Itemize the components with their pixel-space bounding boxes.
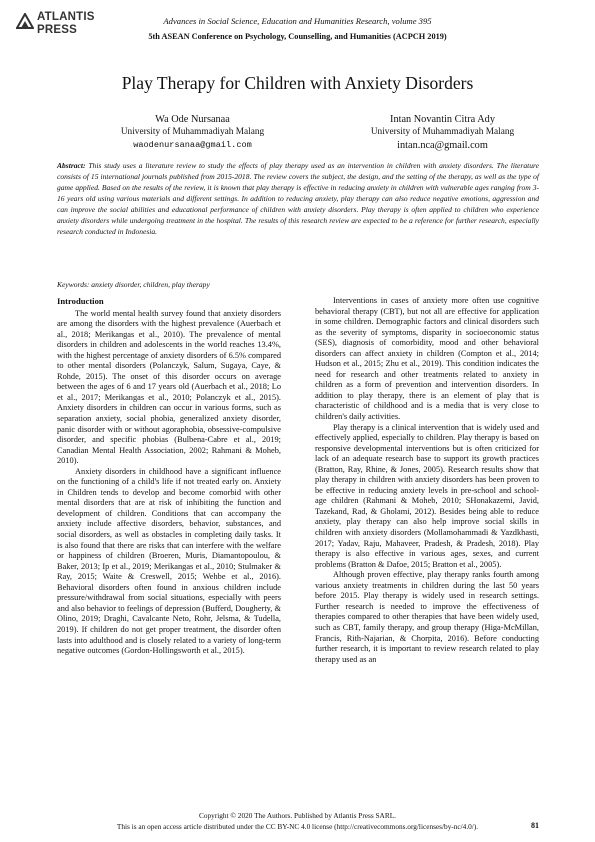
paragraph: Play therapy is a clinical intervention that is widely used and effectively applied, especially to children. Play therapy is based on responsive developmental interventions but is often criticized for lack of an adequate research base to support its growth practices (Bratton, Ray, Rhine, & Jones, 2005). Research results show that play therapy in children with anxiety disorders has been proven to be effective in reducing anxiety levels in pre-school and school-age children (Rahmani & Moheb, 2010; SHonakazemi, Javid, Tazekand, Rad, & Gholami, 2012). Besides being able to reduce anxiety, play therapy can also help improve social skills in children with anxiety disorders (Mollamohammadi & Yazdkhasti, 2017; Yadav, Raju, Mahaveer, Pradesh, & Pradesh, 2018). Play therapy is also effective in various ages, sexes, and current problems (Bratton & Dafoe, 2015; Bratton et al., 2005).: [315, 422, 539, 569]
logo-line2: PRESS: [37, 23, 77, 36]
paragraph: The world mental health survey found that anxiety disorders are among the disorders with the highest prevalence (Auerbach et al., 2018; Merikangas et al., 2010). The prevalence of mental disorders in children and adolescents in the world reaches 13.4%, with the highest percentage of anxiety disorders of 6.5% compared to other mental disorders (Polanczyk, Salum, Sugaya, Caye, & Rohde, 2015). The onset of this disorder occurs on average between the ages of 6 and 17 years old (Auerbach et al., 2018; Lo et al., 2017; Merikangas et al., 2010; Polanczyk et al., 2015). Anxiety disorders in children can occur in various forms, such as separation anxiety, social phobia, generalized anxiety disorder, panic disorder with or without agoraphobia, obsessive-compulsive disorder, and specific phobias (Bulbena-Cabre et al., 2019; Canadian Mental Health Association, 2002; Rahmani & Moheb, 2010).: [57, 308, 281, 466]
series-header: Advances in Social Science, Education and Humanities Research, volume 395: [163, 16, 432, 26]
body-column-left: [57, 296, 281, 657]
footer-copyright: Copyright © 2020 The Authors. Published by Atlantis Press SARL.: [199, 811, 396, 820]
author-email[interactable]: waodenursanaa@gmail.com: [133, 140, 252, 150]
section-heading: Introduction: [57, 296, 104, 306]
author-block-1: [85, 113, 300, 152]
keywords: Keywords: anxiety disorder, children, play therapy: [57, 280, 210, 289]
author-affiliation: University of Muhammadiyah Malang: [370, 127, 515, 137]
page-number: 81: [531, 821, 539, 830]
body-column-right: [315, 296, 539, 665]
paragraph: Interventions in cases of anxiety more often use cognitive behavioral therapy (CBT), but not all are effective for application in some children. Demographic factors and clinical disorders such as the severity of symptoms, disparity in socioeconomic status (SES), diagnosis of comorbidity, mood and other behavioral disorders can affect anxiety in children (Compton et al., 2014; Hudson et al., 2015; Zhu et al., 2019). This condition indicates the need for research and other treatments related to anxiety in children as a form of prevention and intervention disorders. In addition to play therapy, there is an element of play that is characteristic of childhood and is a media that is very close to children's daily activities.: [315, 296, 539, 422]
abstract-text: This study uses a literature review to study the effects of play therapy used as an intervention in children with anxiety disorders. The literature consists of 15 international journals published from 2015-2018. The review covers the subject, the design, and the setting of the therapy, as well as the type of game applied. Based on the results of the review, it is known that play therapy is effective in reducing anxiety in children with vulnerable ages ranging from 3-16 years old using various materials and different settings. In addition to reducing anxiety, play therapy can also reduce negative emotions, aggression and can improve the social abilities and educational performance of children with anxiety disorders. Play therapy is often applied to children who experience anxiety disorders while undergoing treatment in the hospital. The results of this research review are expected to be a reference for further research, especially research conducted in Indonesia.: [57, 161, 539, 237]
paper-title: Play Therapy for Children with Anxiety Disorders: [121, 73, 474, 93]
abstract-label: Abstract:: [57, 161, 86, 170]
conference-header: 5th ASEAN Conference on Psychology, Counselling, and Humanities (ACPCH 2019): [148, 32, 447, 41]
author-name: Intan Novantin Citra Ady: [390, 114, 495, 125]
author-affiliation: University of Muhammadiyah Malang: [120, 127, 265, 137]
author-name: Wa Ode Nursanaa: [155, 114, 230, 125]
logo-line1: ATLANTIS: [37, 11, 95, 23]
author-block-2: [335, 113, 550, 152]
paragraph: Anxiety disorders in childhood have a significant influence on the functioning of a child's life if not treated early on. Anxiety in Children tends to develop and become comorbid with other mental disorders that are at risk of inhibiting the function and development of children. Conditions that can accompany the anxiety include affective disorders, behavior, substances, and social disorders, as well as obstacles in completing daily tasks. It is also found that there are risks that can interfere with the welfare or happiness of children (Broeren, Muris, Diamantopoulou, & Baker, 2013; Ip et al., 2019; Merikangas et al., 2010; Stulmaker & Ray, 2015; Waite & Creswell, 2015; Wehbe et al., 2016). Behavioral disorders often found in anxious children include pressure/withdrawal from social situations, especially with peers and also behavior to feelings of depression (Bufferd, Dougherty, & Olino, 2019; Draghi, Cavalcante Neto, Rohr, Jelsma, & Tudella, 2019). If children do not get proper treatment, the disorder often lasts into adulthood and is closely related to a variety of long-term negative outcomes (Gordon-Hollingsworth et al., 2015).: [57, 466, 281, 656]
author-email[interactable]: intan.nca@gmail.com: [397, 140, 488, 151]
abstract: [57, 160, 539, 237]
paragraph: Although proven effective, play therapy ranks fourth among various anxiety treatments in children during the last 50 years before 2015. Play therapy is widely used in research settings. Further research is needed to improve the effectiveness of therapies compared to other therapies that have been widely used, such as CBT, family therapy, and group therapy (Higa-McMillan, Francis, Rith-Najarian, & Chorpita, 2016). Before conducting further research, it is important to review research related to play therapy used as an: [315, 570, 539, 664]
footer-license[interactable]: This is an open access article distributed under the CC BY-NC 4.0 license (http://creativecommons.org/licenses/by-nc/4.0/).: [116, 822, 479, 831]
